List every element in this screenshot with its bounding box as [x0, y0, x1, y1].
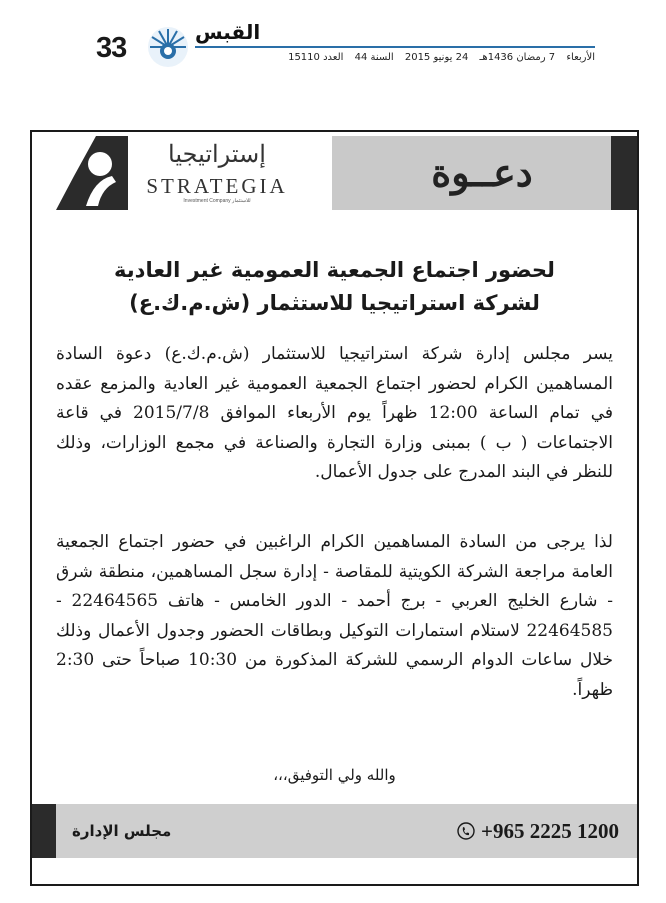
ad-top-band [32, 132, 637, 212]
dateline-hijri: 7 رمضان 1436هـ [479, 52, 556, 63]
newspaper-masthead: القبس [195, 20, 261, 44]
body-paragraph-2: لذا يرجى من السادة المساهمين الكرام الراغبين في حضور اجتماع الجمعية العامة مراجعة الشركة الكويتية للمقاصة - إدارة سجل المساهمين، منطقة شرق - شارع الخليج العربي - برج أحمد - الدور الخامس - هاتف 22464565 - 22464585 لاستلام استمارات التوكيل وبطاقات الحضور وجدول الأعمال وذلك خلال ساعات الدوام الرسمي للشركة المذكورة من 10:30 صباحاً حتى 2:30 ظهراً. [56, 532, 613, 700]
invitation-title: دعــوة [431, 150, 533, 195]
footer-band-accent [32, 804, 56, 858]
phone-number: +965 2225 1200 [481, 818, 619, 843]
headline-line-2: لشركة استراتيجيا للاستثمار (ش.م.ك.ع) [129, 291, 540, 315]
title-band-accent [611, 136, 637, 210]
header-rule [195, 46, 595, 48]
logo-latin-name: STRATEGIA [146, 174, 288, 198]
newspaper-emblem-icon [146, 25, 190, 69]
phone-icon [457, 822, 475, 840]
signatory: مجلس الإدارة [72, 822, 172, 840]
strategia-logo-icon [56, 136, 128, 210]
body-paragraph-1: يسر مجلس إدارة شركة استراتيجيا للاستثمار (ش.م.ك.ع) دعوة السادة المساهمين الكرام لحضور اجتماع الجمعية العمومية غير العادية والمزمع عقده في تمام الساعة 12:00 ظهراً يوم الأربعاء الموافق 2015/7/8 في قاعة الاجتماعات ( ب ) بمبنى وزارة التجارة والصناعة في مجمع الوزارات، وذلك للنظر في البند المدرج على جدول الأعمال. [56, 344, 613, 483]
ad-footer-band [32, 804, 637, 858]
logo-tagline: Investment Company للاستثمار [183, 198, 251, 204]
logo-arabic-name: إستراتيجيا [168, 140, 266, 168]
ad-headline [52, 254, 617, 320]
page-number: 33 [96, 32, 127, 64]
dateline-gregorian: 24 يونيو 2015 [404, 52, 469, 63]
headline-line-1: لحضور اجتماع الجمعية العمومية غير العادية [114, 258, 555, 282]
closing-line: والله ولي التوفيق،،، [273, 766, 396, 784]
dateline [195, 52, 595, 63]
dateline-year: السنة 44 [354, 52, 394, 63]
dateline-weekday: الأربعاء [566, 52, 595, 63]
invitation-advertisement [30, 130, 639, 886]
dateline-issue: العدد 15110 [288, 52, 344, 63]
contact-phone [457, 804, 619, 858]
